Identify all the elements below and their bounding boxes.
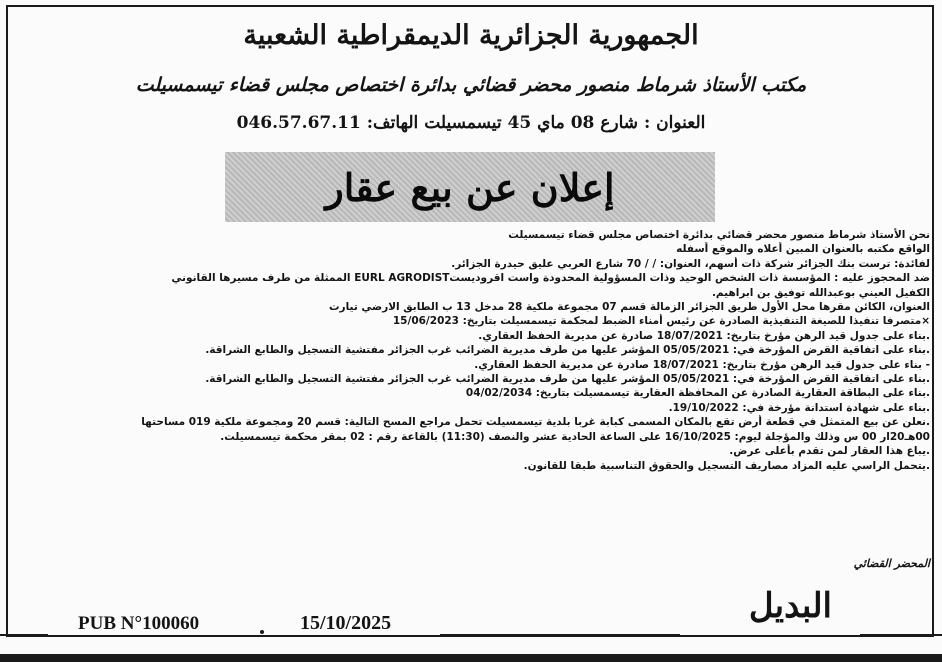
body-line: 00هـ20ار 00 س وذلك والمؤجلة ليوم: 16/10/2025 على الساعة الحادية عشر والنصف (11:30) بالقاعة رقم : 02 بمقر محكمة تيسمسيلت.	[220, 430, 930, 443]
footer-rule-middle	[440, 634, 680, 636]
footer-rule-right	[860, 634, 942, 636]
bottom-bar	[0, 654, 942, 662]
pub-number: PUB N°100060	[78, 613, 200, 634]
body-line: .يباع هذا العقار لمن تقدم بأعلى عرض.	[729, 445, 930, 458]
notice-body	[18, 228, 930, 473]
body-line: الكفيل العيني بوعبدالله توفيق بن ابراهيم.	[711, 286, 930, 299]
address-line: العنوان : شارع 08 ماي 45 تيسمسيلت الهاتف: 046.57.67.11	[236, 113, 706, 133]
body-line: .بناء على شهادة استدانة مؤرخة في: 19/10/2022.	[668, 401, 930, 414]
body-line: - بناء على جدول قيد الرهن مؤرخ بتاريخ: 18/07/2021 صادرة عن مديرية الحفظ العقاري.	[474, 358, 930, 371]
body-line: الواقع مكتبه بالعنوان المبين أعلاه والموقع أسفله	[676, 243, 930, 256]
alternate-label: البديل	[748, 586, 832, 626]
body-line: ضد المحجوز عليه : المؤسسة ذات الشخص الوحيد وذات المسؤولية المحدودة واست اقروديستEURL AGRODIST الممثلة من طرف مسيرها القانوني	[171, 272, 930, 285]
body-line: .يتحمل الراسي عليه المزاد مصاريف التسجيل والحقوق التناسبية طبقا للقانون.	[523, 459, 930, 472]
notice-title: إعلان عن بيع عقار	[325, 164, 615, 210]
notice-banner	[225, 152, 715, 222]
office-line: مكتب الأستاذ شرماط منصور محضر قضائي بدائرة اختصاص مجلس قضاء تيسمسيلت	[135, 74, 807, 96]
footer-rule-left	[0, 634, 48, 636]
body-line: .نعلن عن بيع المتمثل في قطعة أرض تقع بالمكان المسمى كبابة غربا بلدية تيسمسيلت تحمل مراجع المسح التالية: قسم 20 ومجموعة ملكية 019 مساحتها	[141, 416, 930, 429]
footer-dot	[260, 630, 264, 634]
body-line: .بناء على اتفاقية القرض المؤرخة في: 05/05/2021 المؤشر عليها من طرف مديرية الضرائب غرب الجزائر مفتشية التسجيل والطابع الشراقة.	[205, 344, 930, 357]
republic-title: الجمهورية الجزائرية الديمقراطية الشعبية	[243, 20, 699, 51]
body-line: .بناء على جدول قيد الرهن مؤرخ بتاريخ: 18/07/2021 صادرة عن مديرية الحفظ العقاري.	[478, 329, 930, 342]
publication-date: 15/10/2025	[300, 612, 392, 634]
body-line: لفائدة: ترست بنك الجزائر شركة ذات أسهم، العنوان: / / 70 شارع العربي عليق حيدرة الجزائر.	[451, 257, 930, 270]
body-line: ×متصرفا تنفيذا للصيغة التنفيذية الصادرة عن رئيس أمناء الضبط لمحكمة تيسمسيلت بتاريخ: 15/06/2023	[392, 315, 930, 328]
body-line: .بناء على البطاقة العقارية الصادرة عن المحافظة العقارية تيسمسيلت بتاريخ: 04/02/2034	[465, 387, 930, 400]
body-line: العنوان، الكائن مقرها محل الأول طريق الجزائر الزمالة قسم 07 مجموعة ملكية 28 مدخل 13 ب الطابق الارضي تيارت	[329, 301, 930, 314]
body-line: نحن الأستاذ شرماط منصور محضر قضائي بدائرة اختصاص مجلس قضاء تيسمسيلت	[508, 229, 930, 241]
body-line: .بناء على اتفاقية القرض المؤرخة في: 05/05/2021 المؤشر عليها من طرف مديرية الضرائب غرب الجزائر مفتشية التسجيل والطابع الشراقة.	[205, 373, 930, 386]
signer-label: المحضر القضائي	[853, 557, 930, 570]
